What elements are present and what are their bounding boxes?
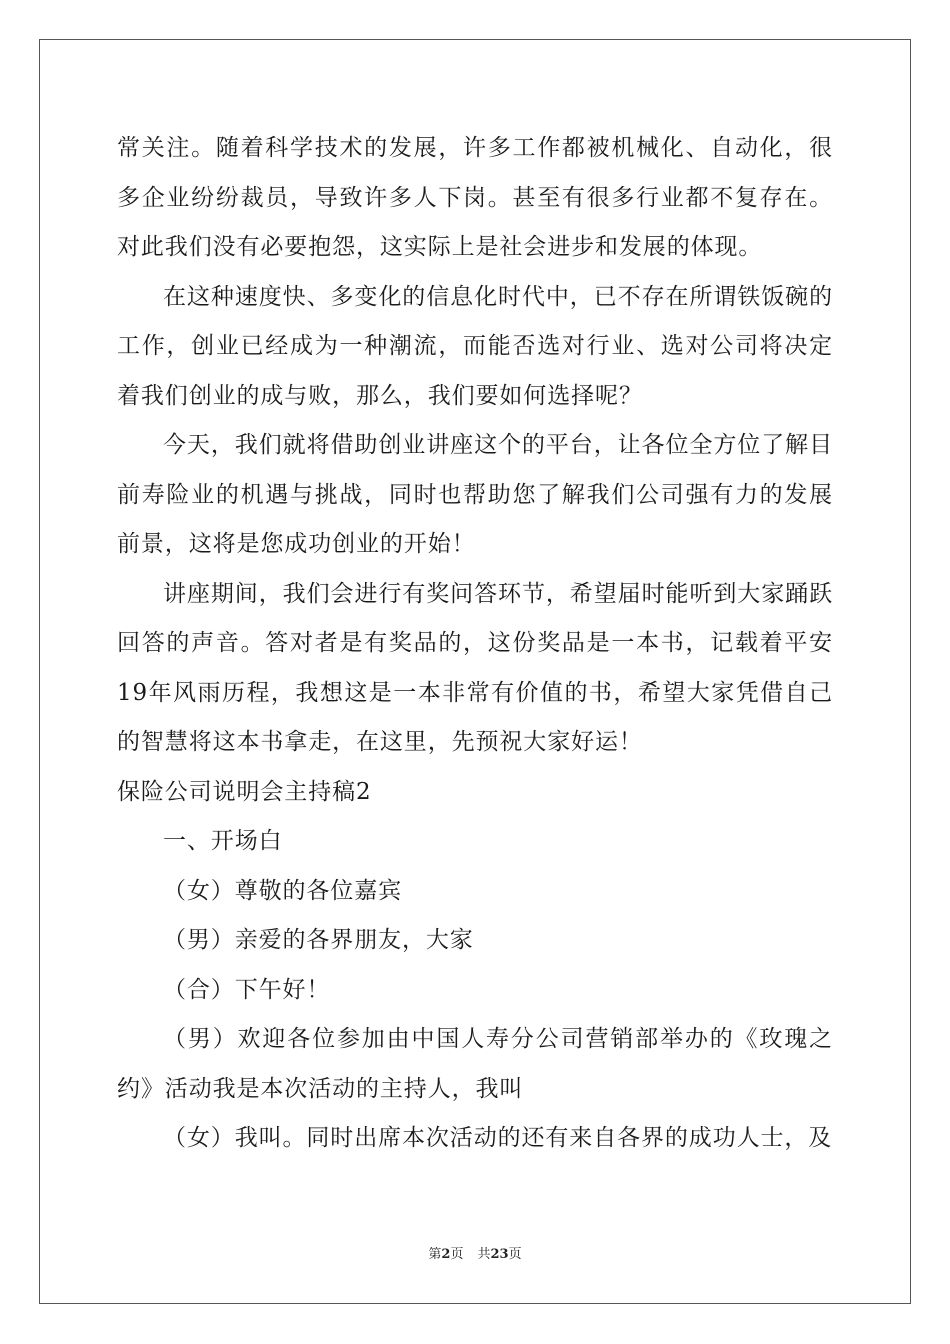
page-number: 2 bbox=[441, 1247, 451, 1262]
subsection-heading: 一、开场白 bbox=[163, 828, 283, 854]
dialogue-line: （女）尊敬的各位嘉宾 bbox=[163, 877, 402, 904]
dialogue-line: （女）我叫。同时出席本次活动的还有来自各界的成功人士，及 bbox=[163, 1125, 833, 1151]
paragraph: 讲座期间，我们会进行有奖问答环节，希望届时能听到大家踊跃回答的声音。答对者是有奖品的，这份奖品是一本书，记载着平安19年风雨历程，我想这是一本非常有价值的书，希望大家凭借自己的智慧将这本书拿走，在这里，先预祝大家好运！ bbox=[117, 580, 833, 755]
paragraph: 在这种速度快、多变化的信息化时代中，已不存在所谓铁饭碗的工作，创业已经成为一种潮流，而能否选对行业、选对公司将决定着我们创业的成与败，那么，我们要如何选择呢？ bbox=[117, 283, 833, 409]
dialogue-line: （男）亲爱的各界朋友，大家 bbox=[163, 927, 474, 953]
paragraph: 常关注。随着科学技术的发展，许多工作都被机械化、自动化，很多企业纷纷裁员，导致许多人下岗。甚至有很多行业都不复存在。对此我们没有必要抱怨，这实际上是社会进步和发展的体现。 bbox=[117, 135, 833, 260]
dialogue-line: （男）欢迎各位参加由中国人寿分公司营销部举办的《玫瑰之约》活动我是本次活动的主持人，我叫 bbox=[117, 1026, 833, 1102]
page-prefix: 第 bbox=[428, 1247, 442, 1262]
page-footer bbox=[0, 1245, 950, 1265]
total-unit: 页 bbox=[508, 1247, 522, 1262]
paragraph: 今天，我们就将借助创业讲座这个的平台，让各位全方位了解目前寿险业的机遇与挑战，同时也帮助您了解我们公司强有力的发展前景，这将是您成功创业的开始！ bbox=[117, 432, 833, 557]
total-prefix: 共 bbox=[477, 1247, 491, 1262]
section-heading: 保险公司说明会主持稿2 bbox=[117, 778, 372, 805]
dialogue-line: （合）下午好！ bbox=[163, 976, 331, 1003]
total-pages: 23 bbox=[490, 1247, 509, 1262]
page-unit: 页 bbox=[450, 1247, 464, 1262]
document-body bbox=[117, 124, 833, 1164]
